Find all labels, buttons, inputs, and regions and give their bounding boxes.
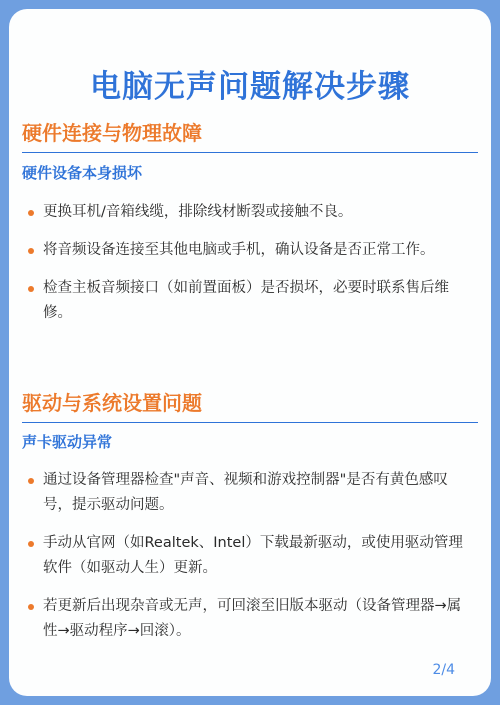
bullet-icon bbox=[28, 478, 34, 484]
bullet-icon bbox=[28, 248, 34, 254]
document-card bbox=[9, 9, 491, 696]
list-item: 检查主板音频接口（如前置面板）是否损坏，必要时联系售后维修。 bbox=[27, 276, 473, 326]
list-item: 将音频设备连接至其他电脑或手机，确认设备是否正常工作。 bbox=[27, 238, 473, 263]
bullet-icon bbox=[28, 210, 34, 216]
list-item: 更换耳机/音箱线缆，排除线材断裂或接触不良。 bbox=[27, 200, 473, 225]
subheading-driver-issue: 声卡驱动异常 bbox=[22, 433, 113, 451]
subheading-hardware-damage: 硬件设备本身损坏 bbox=[22, 164, 143, 182]
page-title: 电脑无声问题解决步骤 bbox=[90, 69, 410, 105]
page-indicator: 2/4 bbox=[432, 662, 455, 678]
list-item: 手动从官网（如Realtek、Intel）下载最新驱动，或使用驱动管理软件（如驱动人生）更新。 bbox=[27, 531, 473, 581]
section-heading-hardware: 硬件连接与物理故障 bbox=[22, 117, 478, 153]
list-item: 若更新后出现杂音或无声，可回滚至旧版本驱动（设备管理器→属性→驱动程序→回滚）。 bbox=[27, 594, 473, 644]
section-heading-driver: 驱动与系统设置问题 bbox=[22, 387, 478, 423]
bullet-icon bbox=[28, 604, 34, 610]
hardware-steps-list bbox=[27, 200, 473, 339]
list-item: 通过设备管理器检查"声音、视频和游戏控制器"是否有黄色感叹号，提示驱动问题。 bbox=[27, 468, 473, 518]
driver-steps-list bbox=[27, 468, 473, 657]
bullet-icon bbox=[28, 286, 34, 292]
bullet-icon bbox=[28, 541, 34, 547]
